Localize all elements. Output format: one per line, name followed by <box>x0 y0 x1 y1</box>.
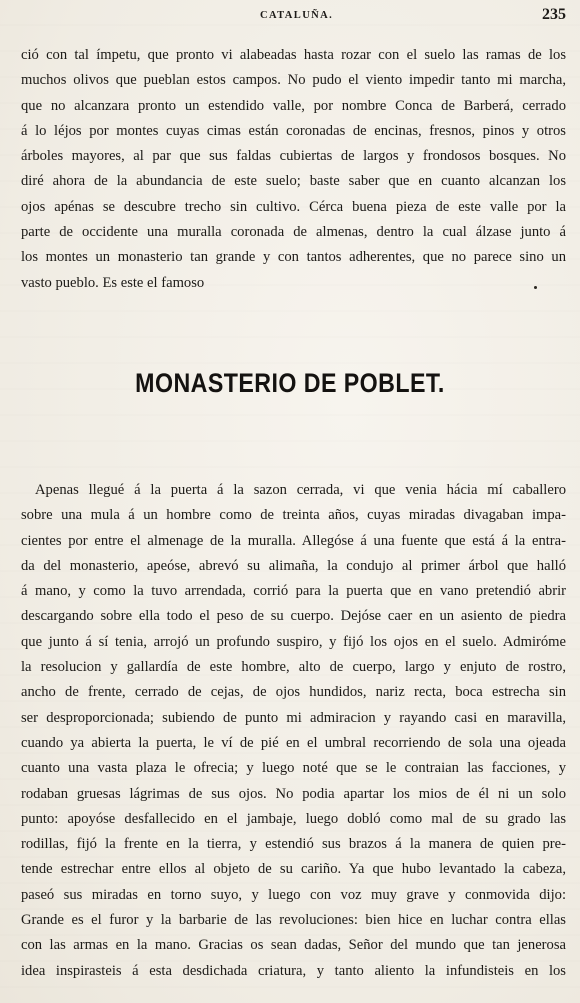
text-line: da del monasterio, apeóse, abrevó su alimaña, la condujo al primer árbol que halló <box>21 557 566 574</box>
text-line: á mano, y como la tuvo arrendada, corrió para la puerta que en vano pretendió abrir <box>21 583 566 600</box>
text-line: paseó sus miradas en torno suyo, y luego con voz muy grave y conmovida dijo: <box>21 886 566 903</box>
paragraph-monastery <box>21 478 566 984</box>
running-title: CATALUÑA. <box>260 10 334 21</box>
text-line: cuanto una vasta plaza le ofrecia; y luego noté que se le contraian las facciones, y <box>21 760 566 777</box>
text-line: que no alcanzara pronto un estendido valle, por nombre Conca de Barberá, cerrado <box>21 97 566 114</box>
ink-speck <box>534 286 537 289</box>
text-line: tende estrechar entre ellos al objeto de su cariño. Ya que hubo levantado la cabeza, <box>21 861 566 878</box>
text-line: parte de occidente una muralla coronada de almenas, dentro la cual álzase junto á <box>21 224 566 241</box>
text-line: rodaban gruesas lágrimas de sus ojos. No podia apartar los mios de él ni un solo <box>21 785 566 802</box>
text-line: árboles mayores, al par que sus faldas cubiertas de largos y frondosos bosques. No <box>21 148 566 165</box>
text-line: Grande es el furor y la barbarie de las revoluciones: bien hice en luchar contra ellas <box>21 912 566 929</box>
running-header <box>0 6 580 28</box>
text-line: ojos apénas se descubre trecho sin cultivo. Cérca buena pieza de este valle por la <box>21 198 566 215</box>
text-line: descargando sobre ella todo el peso de su cuerpo. Dejóse caer en un asiento de piedra <box>21 608 566 625</box>
text-line: idea inspirasteis á esta desdichada criatura, y tanto aliento la infundisteis en los <box>21 962 566 979</box>
text-line: cuando ya abierta la puerta, le ví de pié en el umbral recorriendo de sola una ojeada <box>21 734 566 751</box>
text-line: que junto á sí tenia, arrojó un profundo suspiro, y fijó los ojos en el suelo. Admiróme <box>21 633 566 650</box>
text-line: ser desproporcionada; subiendo de punto mi admiracion y rayando casi en maravilla, <box>21 709 566 726</box>
text-line: rodillas, fijó la frente en la tierra, y estendió sus brazos á la manera de quien pre- <box>21 836 566 853</box>
text-line: la resolucion y gallardía de este hombre, alto de cuerpo, largo y enjuto de rostro, <box>21 659 566 676</box>
section-heading: MONASTERIO DE POBLET. <box>135 368 445 398</box>
text-line: ancho de frente, cerrado de cejas, de ojos hundidos, nariz recta, boca estrecha sin <box>21 684 566 701</box>
paragraph-opening <box>21 43 566 296</box>
page-number: 235 <box>542 6 566 23</box>
text-line: con las armas en la mano. Gracias os sean dadas, Señor del mundo que tan jenerosa <box>21 937 566 954</box>
text-line: cientes por entre el almenage de la muralla. Allegóse á una fuente que está á la entra- <box>21 532 566 549</box>
text-line: sobre una mula á un hombre como de treinta años, cuyas miradas divagaban impa- <box>21 507 566 524</box>
text-line: á lo léjos por montes cuyas cimas están coronadas de encinas, fresnos, pinos y otros <box>21 122 566 139</box>
text-line: los montes un monasterio tan grande y con tantos adherentes, que no parece sino un <box>21 249 566 266</box>
text-line: ció con tal ímpetu, que pronto vi alabeadas hasta rozar con el suelo las ramas de los <box>21 47 566 63</box>
text-line: vasto pueblo. Es este el famoso <box>21 274 205 291</box>
text-line: punto: apoyóse desfallecido en el jambaje, luego dobló como mal de su grado las <box>21 810 566 827</box>
text-line: diré ahora de la abundancia de este suelo; baste saber que en cuanto alcanzan los <box>21 173 566 190</box>
text-line: muchos olivos que pueblan estos campos. No pudo el viento impedir tanto mi marcha, <box>21 72 566 89</box>
text-line: Apenas llegué á la puerta á la sazon cerrada, vi que venia hácia mí caballero <box>35 482 566 498</box>
